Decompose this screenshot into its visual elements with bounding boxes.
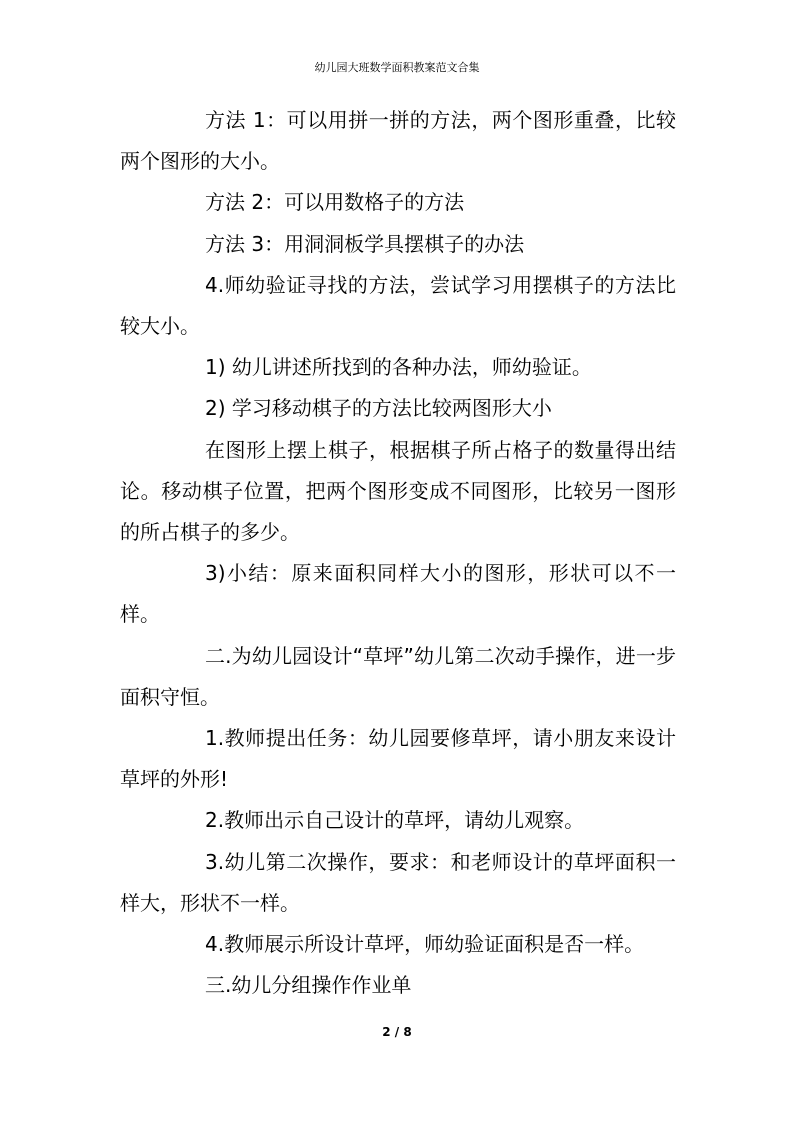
paragraph-method-1: 方法 1：可以用拼一拼的方法，两个图形重叠，比较两个图形的大小。 bbox=[120, 108, 676, 174]
paragraph-task: 1.教师提出任务：幼儿园要修草坪，请小朋友来设计草坪的外形! bbox=[120, 726, 676, 792]
paragraph-teacher-shows: 2.教师出示自己设计的草坪，请幼儿观察。 bbox=[205, 808, 585, 833]
paragraph-step-4-verify: 4.师幼验证寻找的方法，尝试学习用摆棋子的方法比较大小。 bbox=[120, 272, 676, 339]
document-title: 幼儿园大班数学面积教案范文合集 bbox=[314, 61, 480, 74]
document-body bbox=[120, 100, 676, 1006]
paragraph-sub-1: 1) 幼儿讲述所找到的各种办法，师幼验证。 bbox=[205, 355, 592, 380]
paragraph-second-operation: 3.幼儿第二次操作，要求：和老师设计的草坪面积一样大，形状不一样。 bbox=[120, 849, 676, 915]
page-header bbox=[0, 60, 794, 76]
page-number: 2 / 8 bbox=[382, 1025, 412, 1039]
page-footer bbox=[0, 1024, 794, 1040]
paragraph-summary: 3)小结：原来面积同样大小的图形，形状可以不一样。 bbox=[120, 561, 676, 627]
paragraph-chess-placement: 在图形上摆上棋子，根据棋子所占格子的数量得出结论。移动棋子位置，把两个图形变成不同图形，比较另一图形的所占棋子的多少。 bbox=[120, 437, 676, 545]
paragraph-method-2: 方法 2：可以用数格子的方法 bbox=[205, 190, 465, 215]
paragraph-section-2: 二.为幼儿园设计“草坪”幼儿第二次动手操作，进一步面积守恒。 bbox=[120, 643, 676, 709]
paragraph-section-3: 三.幼儿分组操作作业单 bbox=[205, 973, 412, 998]
paragraph-sub-2: 2) 学习移动棋子的方法比较两图形大小 bbox=[205, 396, 552, 421]
paragraph-teacher-displays: 4.教师展示所设计草坪，师幼验证面积是否一样。 bbox=[205, 932, 645, 957]
paragraph-method-3: 方法 3：用洞洞板学具摆棋子的办法 bbox=[205, 231, 525, 256]
